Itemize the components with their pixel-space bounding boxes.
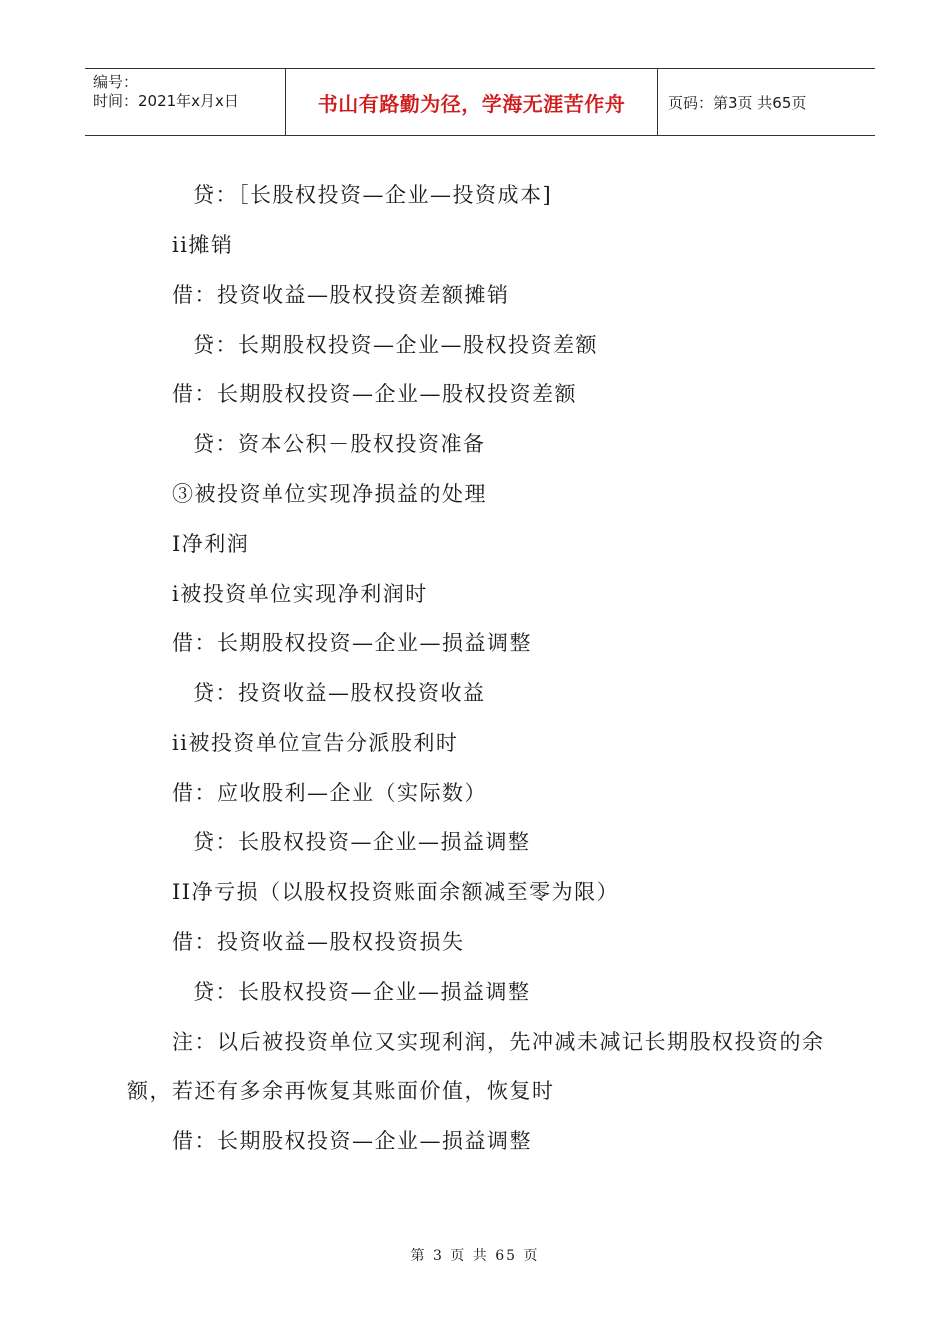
body-line: 贷：长股权投资—企业—损益调整 [193,830,531,854]
body-line: I净利润 [172,532,250,556]
body-line: 借：应收股利—企业（实际数） [172,781,487,805]
body-line: i被投资单位实现净利润时 [172,582,428,606]
body-line: ii被投资单位宣告分派股利时 [172,731,459,755]
body-line: 贷：投资收益—股权投资收益 [193,681,486,705]
body-line: ii摊销 [172,233,234,257]
body-line: 注：以后被投资单位又实现利润，先冲减未减记长期股权投资的余 [172,1030,825,1054]
body-line: 借：投资收益—股权投资损失 [172,930,465,954]
body-line: 贷：长股权投资—企业—损益调整 [193,980,531,1004]
document-number-label: 编号： [93,73,139,91]
body-line: 贷：［长股权投资—企业—投资成本] [193,183,553,207]
document-time-label: 时间：2021年x月x日 [93,92,239,110]
body-line: 贷：资本公积－股权投资准备 [193,432,486,456]
body-line: 额，若还有多余再恢复其账面价值，恢复时 [127,1079,555,1103]
page-footer: 第 3 页 共 65 页 [410,1248,540,1264]
body-line: 贷：长期股权投资—企业—股权投资差额 [193,333,598,357]
body-line: 借：投资收益—股权投资差额摊销 [172,283,510,307]
page-header [85,68,875,136]
header-page-number: 页码：第3页 共65页 [668,93,807,112]
body-line: 借：长期股权投资—企业—股权投资差额 [172,382,577,406]
body-line: II净亏损（以股权投资账面余额减至零为限） [172,880,620,904]
header-motto: 书山有路勤为径，学海无涯苦作舟 [285,69,658,135]
body-line: 借：长期股权投资—企业—损益调整 [172,1129,532,1153]
header-meta [85,69,285,135]
body-line: ③被投资单位实现净损益的处理 [172,482,487,506]
body-line: 借：长期股权投资—企业—损益调整 [172,631,532,655]
